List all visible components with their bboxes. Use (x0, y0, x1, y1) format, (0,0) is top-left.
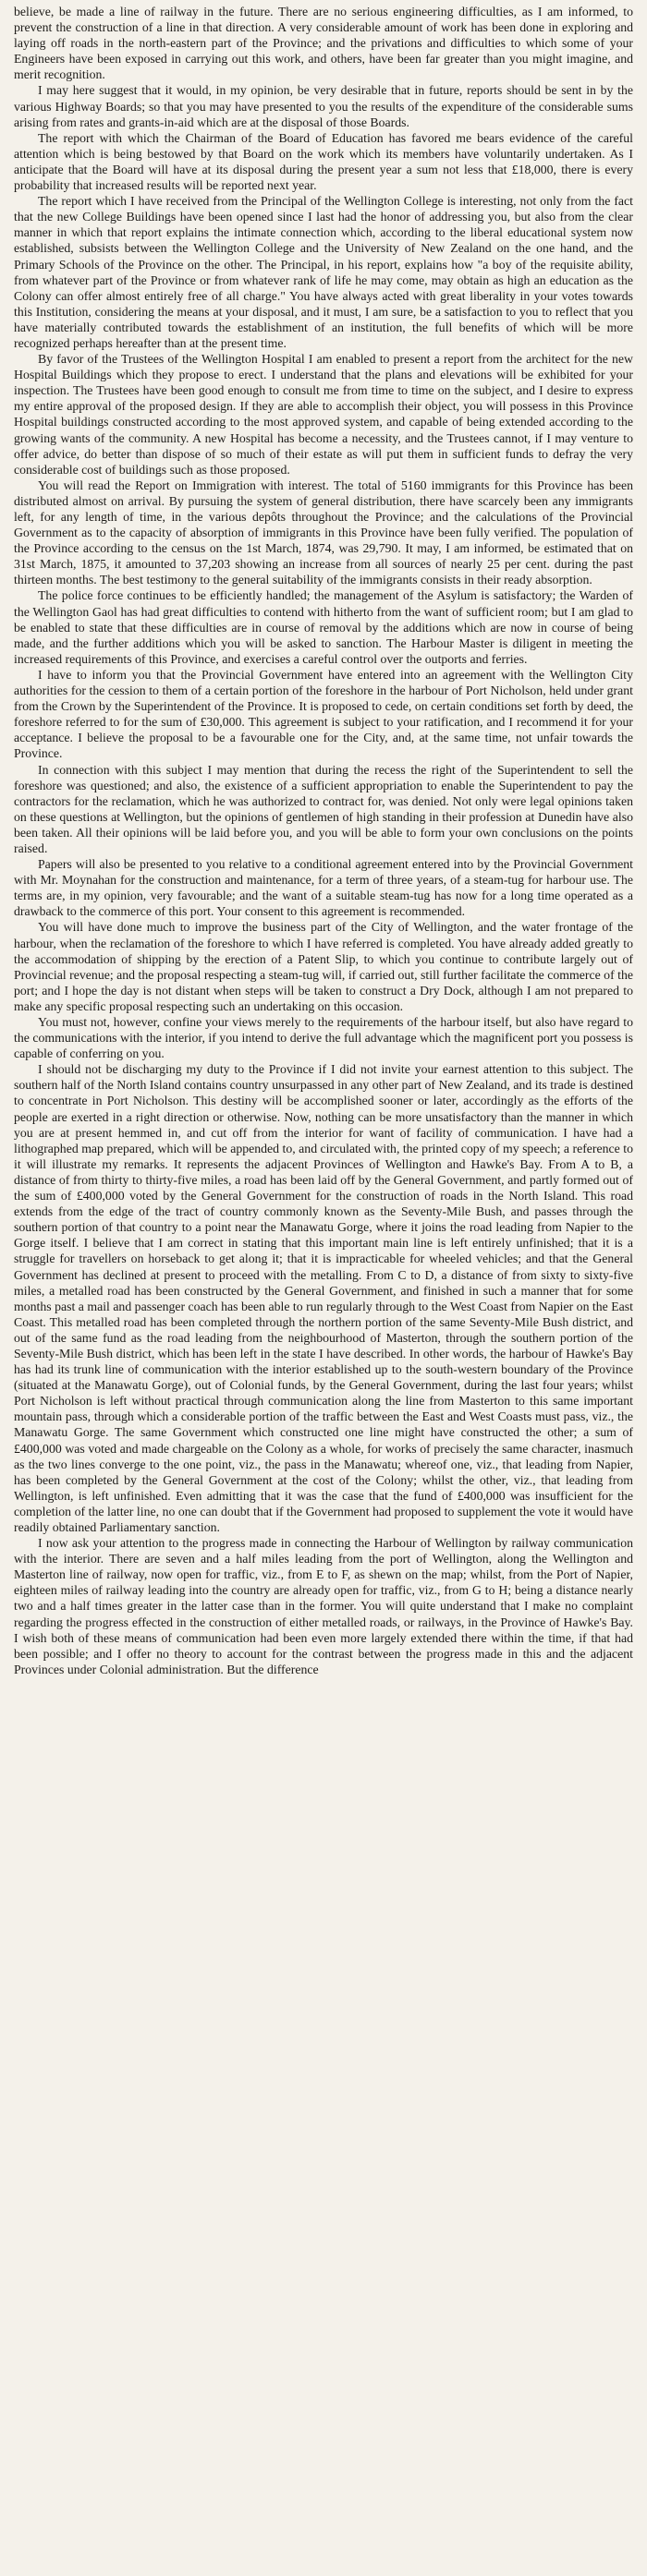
paragraph-steam-tug: Papers will also be presented to you relative to a conditional agreement entered into by the Provincial Government with Mr. Moynahan for the construction and maintenance, for a term of three years, of a steam-tug for harbour use. The terms are, in my opinion, very favourable; and the want of a suitable steam-tug has now for a long time operated as a drawback to the commerce of this port. Your consent to this agreement is recommended. (14, 857, 633, 919)
paragraph-railway-progress: I now ask your attention to the progress made in connecting the Harbour of Wellington by railway communication with the interior. There are seven and a half miles leading from the port of Wellington, along the Wellington and Masterton line of railway, now open for traffic, viz., from E to F, as shewn on the map; whilst, from the Port of Napier, eighteen miles of railway leading into the country are already open for traffic, viz., from G to H; being a distance nearly two and a half times greater in the latter case than in the former. You will quite understand that I make no complaint regarding the progress effected in the construction of either metalled roads, or railways, in the Province of Hawke's Bay. I wish both of these means of communication had been even more largely extended there within the time, if that had been possible; and I offer no theory to account for the contrast between the progress made in this and the adjacent Provinces under Colonial administration. But the difference (14, 1536, 633, 1676)
paragraph-roads-map: I should not be discharging my duty to the Province if I did not invite your earnest attention to this subject. The southern half of the North Island contains country unsurpassed in any other part of New Zealand, and its trade is destined to concentrate in Port Nicholson. This destiny will be accomplished sooner or later, accordingly as the efforts of the people are exerted in a right direction or otherwise. Now, nothing can be more unsatisfactory than the manner in which you are at present hemmed in, and cut off from the interior for want of facility of communication. I have had a lithographed map prepared, which will be appended to, and circulated with, the printed copy of my speech; a reference to it will illustrate my remarks. It represents the adjacent Provinces of Wellington and Hawke's Bay. From A to B, a distance of from thirty to thirty-five miles, a road has been laid off by the General Government, and partly formed out of the sum of £400,000 voted by the General Government for the construction of roads in the North Island. This road extends from the edge of the tract of country commonly known as the Seventy-Mile Bush, and passes through the southern portion of that country to a point near the Manawatu Gorge, where it joins the road leading from Napier to the Gorge itself. I believe that I am correct in stating that this important main line is left entirely unfinished; that it is a struggle for travellers on horseback to get along it; that it is impracticable for wheeled vehicles; and that the General Government has declined at present to proceed with the metalling. From C to D, a distance of from sixty to sixty-five miles, a metalled road has been constructed by the General Government, and finished in such a manner that for some months past a mail and passenger coach has been able to run regularly through to the West Coast from Napier on the East Coast. This metalled road has been completed through the northern portion of the same Seventy-Mile Bush district, and out of the same fund as the road leading from the neighbourhood of Masterton, through the southern portion of the Seventy-Mile Bush district, which has been left in the state I have described. In other words, the harbour of Hawke's Bay has had its trunk line of communication with the interior established up to the south-western boundary of the Province (situated at the Manawatu Gorge), out of Colonial funds, by the General Government, during the last four years; whilst Port Nicholson is left without practical through communication along the line from Masterton to this same important mountain pass, through which a considerable portion of the traffic between the East and West Coasts must pass, viz., the Manawatu Gorge. The same Government which constructed one line might have constructed the other; a sum of £400,000 was voted and made chargeable on the Colony as a whole, for works of precisely the same character, inasmuch as the two lines converge to the one point, viz., the pass in the Manawatu; whereof one, viz., that leading from Napier, has been completed by the General Government at the cost of the Colony; whilst the other, viz., that leading from Wellington, is left unfinished. Even admitting that it was the case that the fund of £400,000 was insufficient for the completion of the latter line, no one can doubt that if the Government had proposed to supplement the vote it would have readily obtained Parliamentary sanction. (14, 1062, 633, 1534)
paragraph-foreshore-agreement: I have to inform you that the Provincial Government have entered into an agreement with the Wellington City authorities for the cession to them of a certain portion of the foreshore in the harbour of Port Nicholson, held under grant from the Crown by the Superintendent of the Province. It is proposed to cede, on certain conditions set forth by deed, the foreshore referred to for the sum of £30,000. This agreement is subject to your ratification, and I recommend it for your acceptance. I believe the proposal to be a favourable one for the City, and, at the same time, not unfair towards the Province. (14, 667, 633, 761)
paragraph-immigration: You will read the Report on Immigration with interest. The total of 5160 immigrants for this Province has been distributed almost on arrival. By pursuing the system of general distribution, there have scarcely been any immigrants left, for any length of time, in the various depôts throughout the Province; and the calculations of the Provincial Government as to the capacity of absorption of immigrants in this Province have been fully verified. The population of the Province according to the census on the 1st March, 1874, was 29,790. It may, I am informed, be estimated that on 31st March, 1875, it amounted to 37,203 showing an increase from all sources of nearly 25 per cent. during the past thirteen months. The best testimony to the general suitability of the immigrants consists in their ready absorption. (14, 478, 633, 587)
paragraph-interior-communications: You must not, however, confine your views merely to the requirements of the harbour itself, but also have regard to the communications with the interior, if you intend to derive the full advantage which the magnificent port you possess is capable of conferring on you. (14, 1015, 633, 1061)
paragraph-hospital: By favor of the Trustees of the Wellington Hospital I am enabled to present a report from the architect for the new Hospital Buildings which they propose to erect. I understand that the plans and elevations will be exhibited for your inspection. The Trustees have been good enough to consult me from time to time on the subject, and I desire to express my entire approval of the proposed design. If they are able to accomplish their object, you will possess in this Province Hospital buildings constructed according to the most approved system, and capable of being extended according to the growing wants of the community. A new Hospital has become a necessity, and the Trustees cannot, if I may venture to offer advice, do better than dispose of so much of their estate as will put them in sufficient funds to defray the very considerable cost of buildings such as those proposed. (14, 352, 633, 477)
paragraph-railway-north-east: believe, be made a line of railway in the future. There are no serious engineering difficulties, as I am informed, to prevent the construction of a line in that direction. A very considerable amount of work has been done in exploring and laying off roads in the north-eastern part of the Province; and the privations and difficulties to which some of your Engineers have been exposed in carrying out this work, and others, have been far greater than you might imagine, and merit recognition. (14, 5, 633, 82)
paragraph-foreshore-legal-opinions: In connection with this subject I may mention that during the recess the right of the Superintendent to sell the foreshore was questioned; and also, the existence of a sufficient appropriation to enable the Superintendent to pay the contractors for the reclamation, which he was authorized to contract for, was denied. Not only were legal opinions taken on these questions at Wellington, but the opinions of gentlemen of high standing in their profession at Dunedin have also been taken. All their opinions will be laid before you, and you will be able to form your own conclusions on the points raised. (14, 762, 633, 855)
paragraph-harbour-improvements: You will have done much to improve the business part of the City of Wellington, and the water frontage of the harbour, when the reclamation of the foreshore to which I have referred is completed. You have already added greatly to the accommodation of shipping by the erection of a Patent Slip, to which you continue to contribute largely out of Provincial revenue; and the proposal respecting a steam-tug will, if carried out, still further facilitate the commerce of the port; and I hope the day is not distant when steps will be taken to construct a Dry Dock, although I am not prepared to make any specific proposal respecting such an undertaking on this occasion. (14, 920, 633, 1013)
paragraph-board-of-education: The report with which the Chairman of the Board of Education has favored me bears evidence of the careful attention which is being bestowed by that Board on the work which its members have voluntarily undertaken. As I anticipate that the Board will have at its disposal during the present year a sum not less that £18,000, there is every probability that increased results will be reported next year. (14, 130, 633, 193)
paragraph-highway-boards: I may here suggest that it would, in my opinion, be very desirable that in future, reports should be sent in by the various Highway Boards; so that you may have presented to you the results of the expenditure of the considerable sums arising from rates and grants-in-aid which are at the disposal of those Boards. (14, 83, 633, 129)
paragraph-police-asylum-gaol: The police force continues to be efficiently handled; the management of the Asylum is satisfactory; the Warden of the Wellington Gaol has had great difficulties to contend with hitherto from the want of sufficient room; but I am glad to be enabled to state that these difficulties are in course of removal by the additions which are now in course of being made, and the further additions which you will be asked to sanction. The Harbour Master is diligent in meeting the increased requirements of this Province, and exercises a careful control over the outports and ferries. (14, 588, 633, 666)
paragraph-wellington-college: The report which I have received from the Principal of the Wellington College is interesting, not only from the fact that the new College Buildings have been opened since I last had the honor of addressing you, but also from the clear manner in which that report explains the intimate connection which, according to the liberal educational system now established, subsists between the Wellington College and the University of New Zealand on the one hand, and the Primary Schools of the Province on the other. The Principal, in his report, explains how "a boy of the requisite ability, from whatever part of the Province or from whatever rank of life he may come, may obtain as high an education as the Colony can offer almost entirely free of all charge." You have always acted with great liberality in your votes towards this Institution, considering the means at your disposal, and it must, I am sure, be a satisfaction to you to reflect that you have materially contributed towards the establishment of an institution, the full benefits of which will be more recognized perhaps hereafter than at the present time. (14, 194, 633, 350)
